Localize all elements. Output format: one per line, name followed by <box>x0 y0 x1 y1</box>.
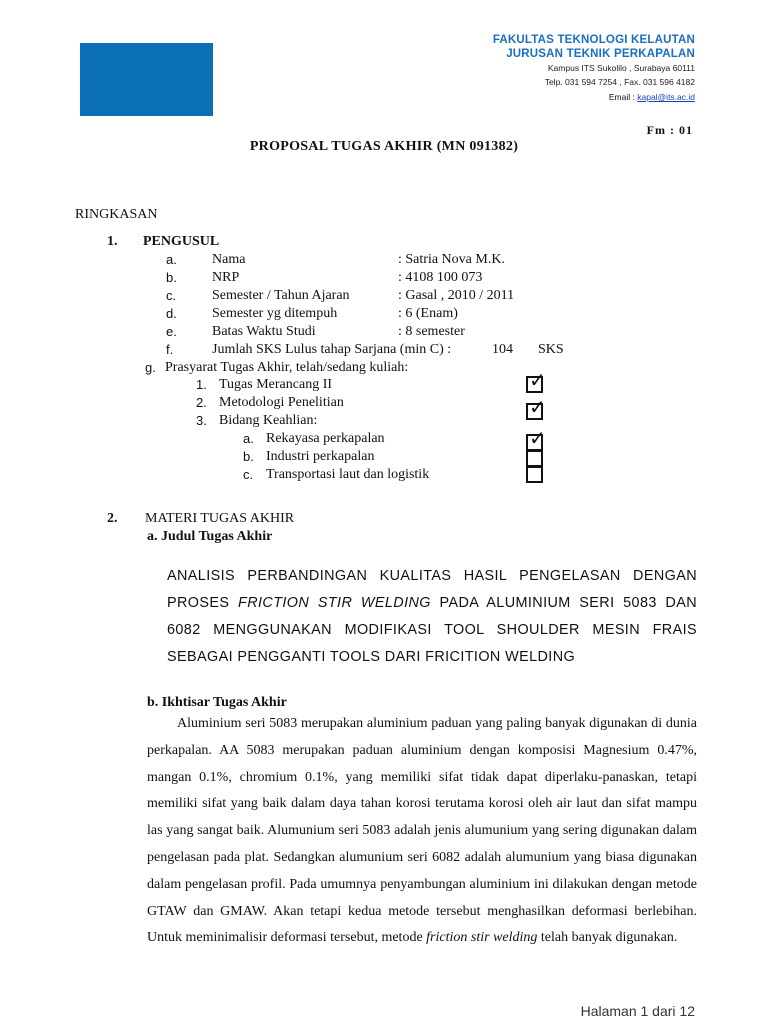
field-unit-sks: SKS <box>538 342 564 357</box>
bidang-label: Industri perkapalan <box>266 449 375 464</box>
checkbox-rekayasa[interactable] <box>526 426 546 451</box>
field-letter: g. <box>145 360 156 375</box>
materi-number: 2. <box>107 511 118 526</box>
field-letter: f. <box>166 342 174 357</box>
field-label-semester-ditempuh: Semester yg ditempuh <box>212 306 338 321</box>
field-value-nrp: : 4108 100 073 <box>398 270 483 285</box>
field-value-semester-tahun: : Gasal , 2010 / 2011 <box>398 288 515 303</box>
check-icon: ✓ <box>529 368 546 392</box>
bidang-label: Transportasi laut dan logistik <box>266 467 430 482</box>
field-label-sks: Jumlah SKS Lulus tahap Sarjana (min C) : <box>212 342 452 357</box>
prasyarat-number: 1. <box>196 377 207 392</box>
check-icon: ✓ <box>529 426 546 450</box>
materi-heading: MATERI TUGAS AKHIR <box>145 511 295 526</box>
prasyarat-label: Prasyarat Tugas Akhir, telah/sedang kuliah: <box>165 360 409 375</box>
document-title: PROPOSAL TUGAS AKHIR (MN 091382) <box>249 139 519 154</box>
email-label: Email : <box>608 92 635 102</box>
bidang-letter: c. <box>243 467 254 482</box>
checkbox-tugas-merancang[interactable] <box>526 368 546 393</box>
field-letter: a. <box>166 252 177 267</box>
form-number: Fm : 01 <box>646 123 693 137</box>
field-label-nrp: NRP <box>212 270 240 285</box>
address: Kampus ITS Sukolilo , Surabaya 60111 <box>547 63 695 73</box>
field-letter: d. <box>166 306 177 321</box>
prasyarat-item-label: Tugas Merancang II <box>219 377 333 392</box>
field-letter: b. <box>166 270 177 285</box>
prasyarat-number: 3. <box>196 413 207 428</box>
department-name: JURUSAN TEKNIK PERKAPALAN <box>506 48 695 60</box>
judul-tugas-akhir: ANALISIS PERBANDINGAN KUALITAS HASIL PENGELASAN DENGAN PROSES FRICTION STIR WELDING PADA ALUMINIUM SERI 5083 DAN 6082 MENGGUNAKAN MODIFIKASI TOOL SHOULDER MESIN FRAIS SEBAGAI PENGGANTI TOOLS DARI FRICITION WELDING <box>167 568 698 665</box>
page-number: Halaman 1 dari 12 <box>580 1003 695 1019</box>
institution-logo <box>80 43 213 116</box>
field-label-batas-waktu: Batas Waktu Studi <box>212 324 316 339</box>
checkbox-transportasi[interactable] <box>526 466 543 483</box>
ikhtisar-heading: b. Ikhtisar Tugas Akhir <box>147 695 287 710</box>
phone-fax: Telp. 031 594 7254 , Fax. 031 596 4182 <box>544 77 695 87</box>
bidang-letter: a. <box>243 431 254 446</box>
field-letter: c. <box>166 288 177 303</box>
email-line <box>493 92 695 102</box>
field-value-batas-waktu: : 8 semester <box>398 324 465 339</box>
checkbox-metodologi[interactable] <box>526 395 546 420</box>
check-icon: ✓ <box>529 395 546 419</box>
field-value-sks: 104 <box>492 342 513 357</box>
email-link[interactable]: kapal@its.ac.id <box>637 92 695 102</box>
section-ringkasan: RINGKASAN <box>75 207 158 222</box>
ikhtisar-paragraph: Aluminium seri 5083 merupakan aluminium paduan yang paling banyak digunakan di dunia perkapalan. AA 5083 merupakan paduan aluminium dengan komposisi Magnesium 0.47%, mangan 0.1%, chromium 0.1%, yang memiliki sifat tidak dapat diperlaku-panaskan, tetapi memiliki sifat yang baik dalam daya tahan korosi terutama korosi oleh air laut dan sifat mampu las yang sangat baik. Alumunium seri 5083 adalah jenis alumunium yang sering digunakan dalam pengelasan pada plat. Sedangkan alumunium seri 6082 adalah alumunium yang biasa digunakan dalam pengelasan profil. Pada umumnya penyambungan aluminium ini dilakukan dengan metode GTAW dan GMAW. Akan tetapi kedua metode tersebut menghasilkan deformasi berlebihan. Untuk meminimalisir deformasi tersebut, metode friction stir welding telah banyak digunakan. <box>147 716 697 946</box>
field-label-nama: Nama <box>212 252 246 267</box>
field-letter: e. <box>166 324 177 339</box>
faculty-name: FAKULTAS TEKNOLOGI KELAUTAN <box>492 34 695 46</box>
pengusul-heading: PENGUSUL <box>143 234 220 249</box>
letterhead <box>493 33 695 102</box>
prasyarat-item-label: Bidang Keahlian: <box>219 413 318 428</box>
pengusul-number: 1. <box>107 234 118 249</box>
field-value-semester-ditempuh: : 6 (Enam) <box>398 306 458 321</box>
checkbox-industri[interactable] <box>526 450 543 467</box>
bidang-letter: b. <box>243 449 254 464</box>
bidang-label: Rekayasa perkapalan <box>266 431 385 446</box>
field-value-nama: : Satria Nova M.K. <box>398 252 505 267</box>
judul-heading: a. Judul Tugas Akhir <box>147 529 273 544</box>
prasyarat-item-label: Metodologi Penelitian <box>219 395 344 410</box>
prasyarat-number: 2. <box>196 395 207 410</box>
field-label-semester-tahun: Semester / Tahun Ajaran <box>212 288 350 303</box>
